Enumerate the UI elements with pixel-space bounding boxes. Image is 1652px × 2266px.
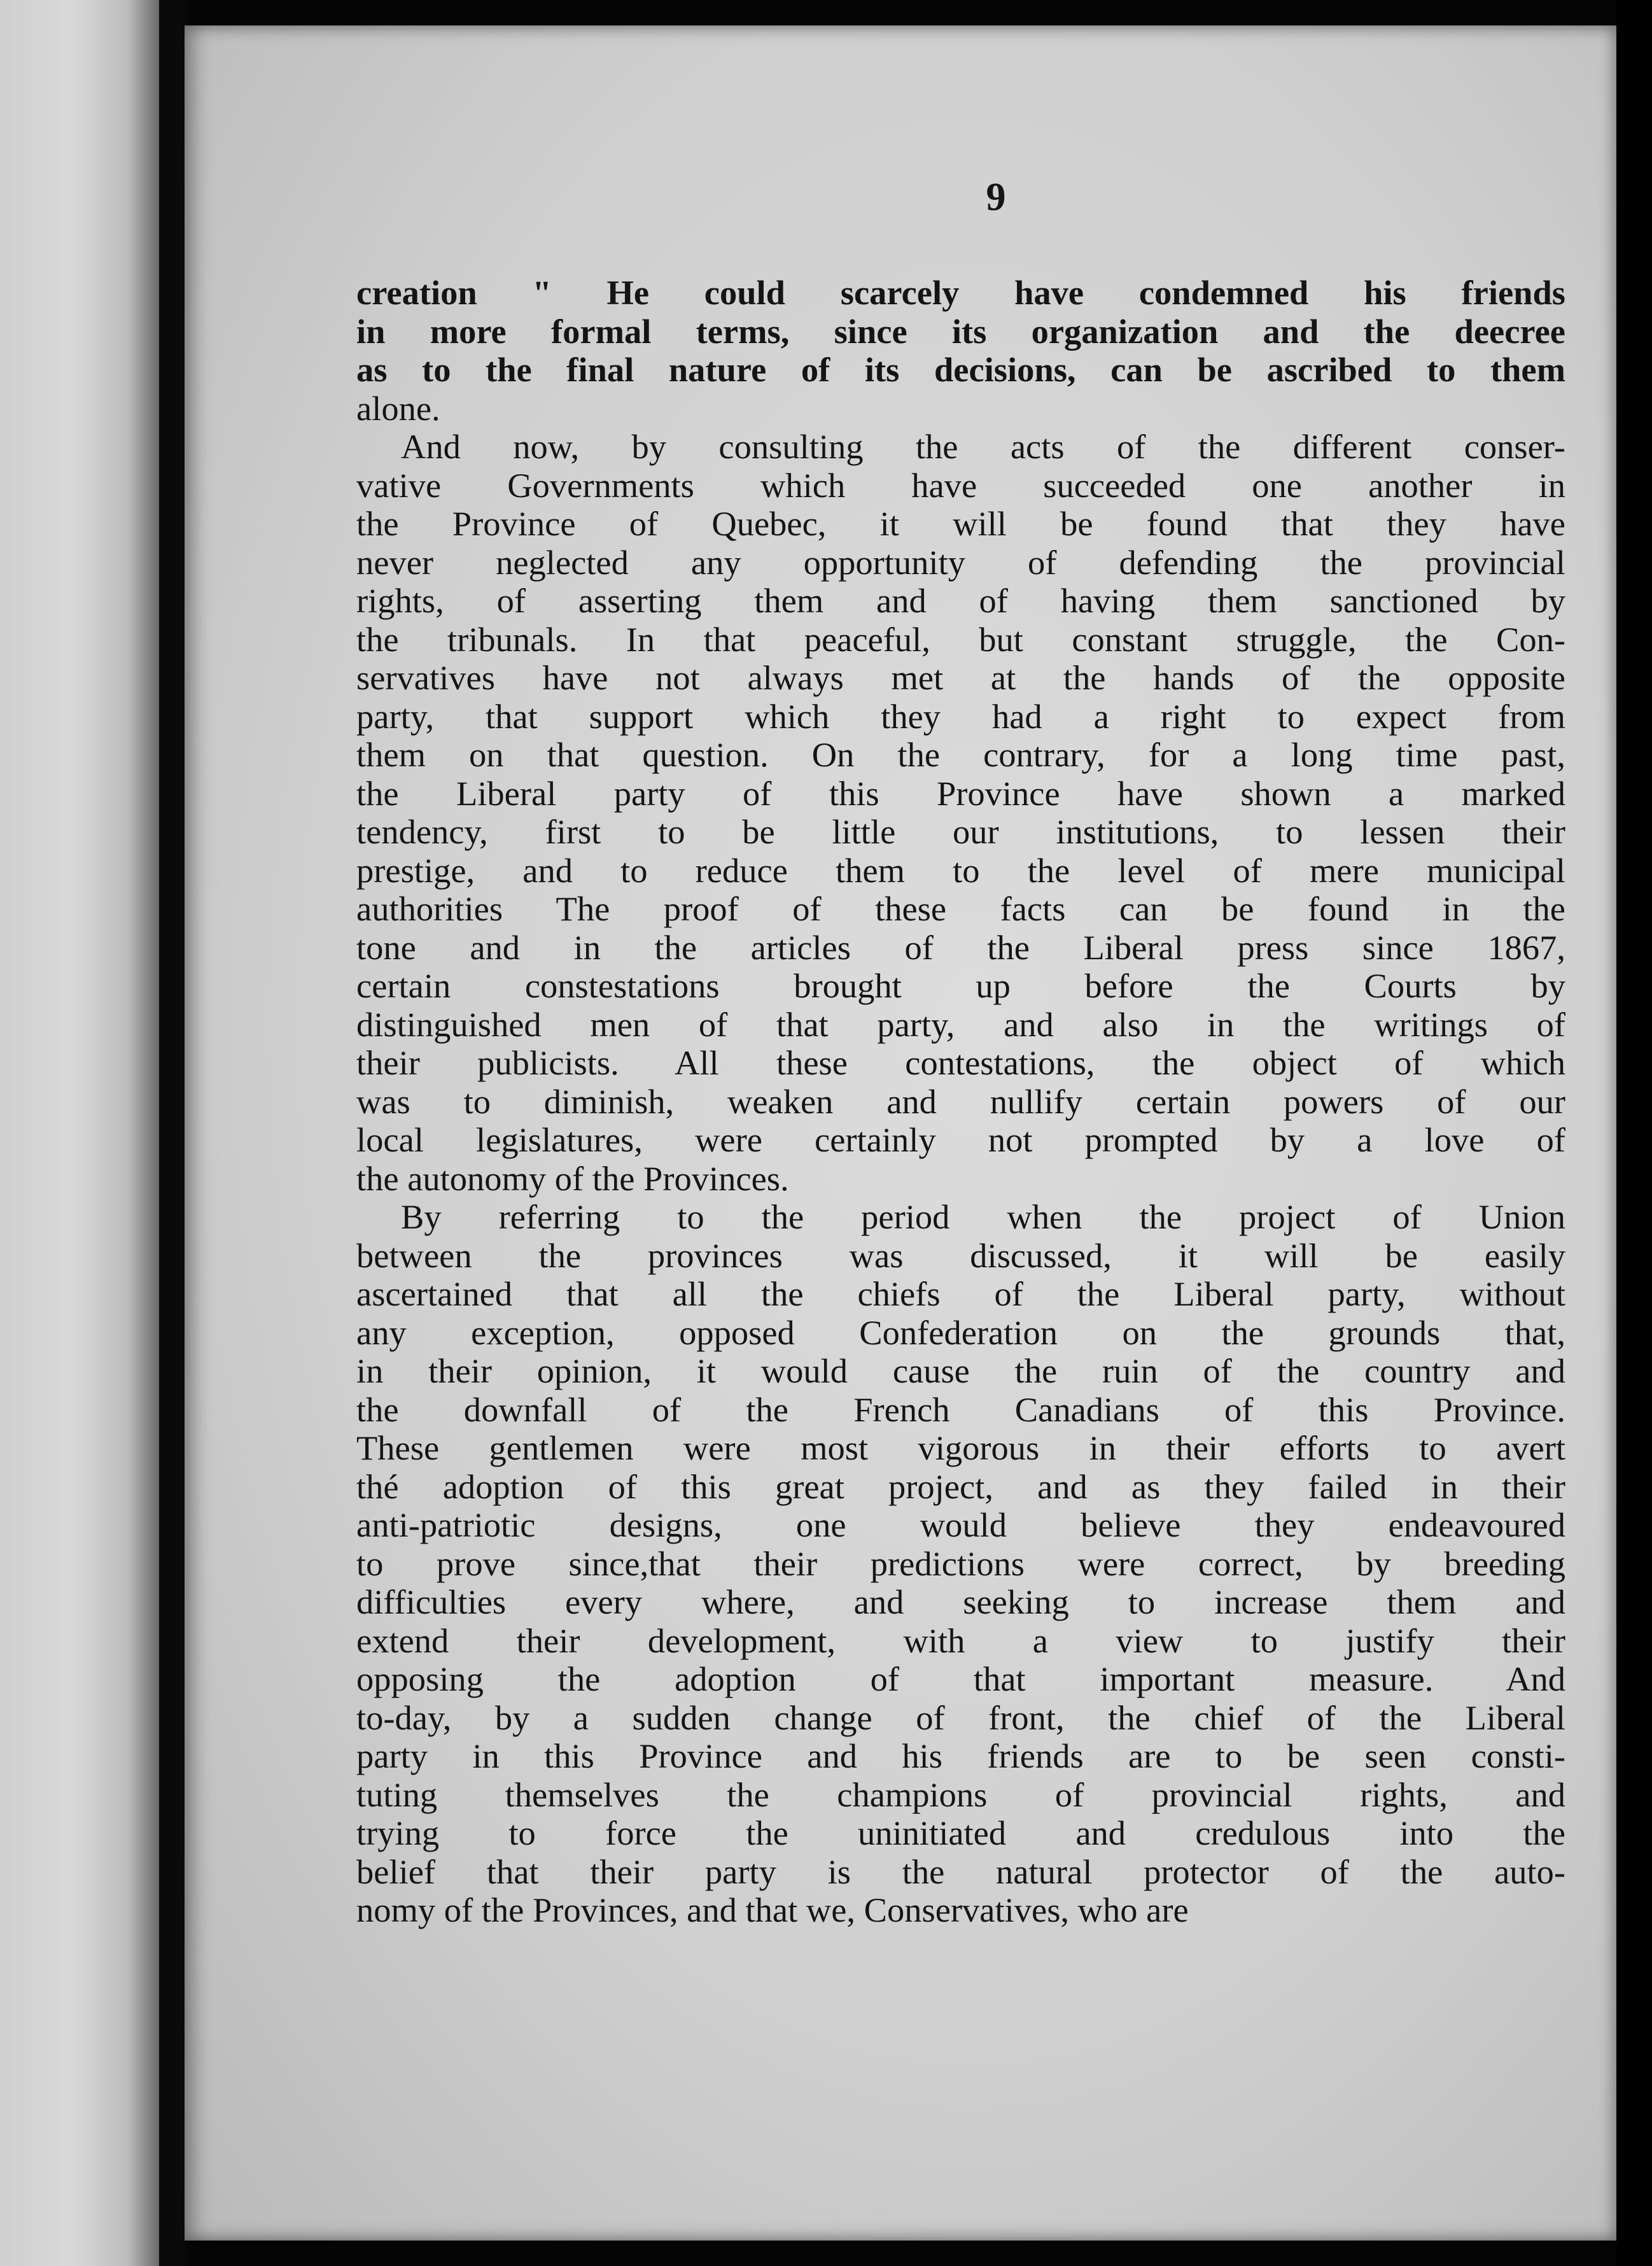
- body-text: [356, 274, 1565, 1930]
- text-line: difficulties every where, and seeking to increase them and: [356, 1582, 1565, 1621]
- text-line: in more formal terms, since its organization and the deecree: [356, 311, 1565, 351]
- text-line: to-day, by a sudden change of front, the chief of the Liberal: [356, 1698, 1565, 1737]
- text-line: tuting themselves the champions of provincial rights, and: [356, 1775, 1565, 1814]
- text-line: certain constestations brought up before the Courts by: [356, 966, 1565, 1005]
- text-line: party in this Province and his friends are to be seen consti-: [356, 1736, 1565, 1775]
- text-line: tone and in the articles of the Liberal press since 1867,: [356, 927, 1565, 967]
- text-line: between the provinces was discussed, it will be easily: [356, 1235, 1565, 1275]
- text-line: ascertained that all the chiefs of the Liberal party, without: [356, 1274, 1565, 1313]
- text-line: the autonomy of the Provinces.: [356, 1158, 789, 1198]
- text-line: anti-patriotic designs, one would believe they endeavoured: [356, 1505, 1565, 1544]
- text-line: the Province of Quebec, it will be found that they have: [356, 504, 1565, 543]
- text-line: servatives have not always met at the hands of the opposite: [356, 658, 1565, 697]
- text-line: opposing the adoption of that important measure. And: [356, 1659, 1565, 1698]
- text-line: authorities The proof of these facts can be found in the: [356, 889, 1565, 928]
- text-line: prestige, and to reduce them to the level of mere municipal: [356, 850, 1565, 890]
- page: [185, 25, 1616, 2241]
- text-line: never neglected any opportunity of defending the provincial: [356, 542, 1565, 582]
- text-line: to prove since,that their predictions were correct, by breeding: [356, 1544, 1565, 1583]
- text-line: was to diminish, weaken and nullify certain powers of our: [356, 1081, 1565, 1121]
- text-line: any exception, opposed Confederation on the grounds that,: [356, 1312, 1565, 1352]
- text-line: tendency, first to be little our institutions, to lessen their: [356, 812, 1565, 851]
- text-line: party, that support which they had a right to expect from: [356, 696, 1565, 736]
- text-line: the Liberal party of this Province have shown a marked: [356, 773, 1565, 813]
- text-line: alone.: [356, 388, 440, 428]
- text-line: in their opinion, it would cause the ruin of the country and: [356, 1351, 1565, 1390]
- text-line: By referring to the period when the project of Union: [401, 1197, 1565, 1236]
- text-line: their publicists. All these contestations, the object of which: [356, 1043, 1565, 1082]
- text-line: nomy of the Provinces, and that we, Conservatives, who are: [356, 1890, 1189, 1929]
- text-line: the tribunals. In that peaceful, but constant struggle, the Con-: [356, 619, 1565, 659]
- text-line: extend their development, with a view to justify their: [356, 1621, 1565, 1660]
- scan-border: [1616, 0, 1652, 2266]
- text-line: vative Governments which have succeeded one another in: [356, 465, 1565, 505]
- text-line: creation " He could scarcely have condemned his friends: [356, 273, 1565, 312]
- text-line: local legislatures, were certainly not prompted by a love of: [356, 1120, 1565, 1159]
- page-number: 9: [986, 176, 1006, 219]
- text-line: thé adoption of this great project, and as they failed in their: [356, 1467, 1565, 1506]
- text-line: distinguished men of that party, and also in the writings of: [356, 1004, 1565, 1044]
- text-line: the downfall of the French Canadians of this Province.: [356, 1390, 1565, 1429]
- previous-page-edge: [0, 0, 159, 2266]
- text-line: rights, of asserting them and of having them sanctioned by: [356, 581, 1565, 620]
- text-line: belief that their party is the natural protector of the auto-: [356, 1852, 1565, 1891]
- text-line: them on that question. On the contrary, for a long time past,: [356, 735, 1565, 774]
- binding-gutter: [159, 0, 185, 2266]
- text-line: And now, by consulting the acts of the different conser-: [401, 427, 1565, 466]
- text-line: These gentlemen were most vigorous in their efforts to avert: [356, 1428, 1565, 1467]
- text-line: trying to force the uninitiated and credulous into the: [356, 1813, 1565, 1852]
- text-line: as to the final nature of its decisions, can be ascribed to them: [356, 350, 1565, 389]
